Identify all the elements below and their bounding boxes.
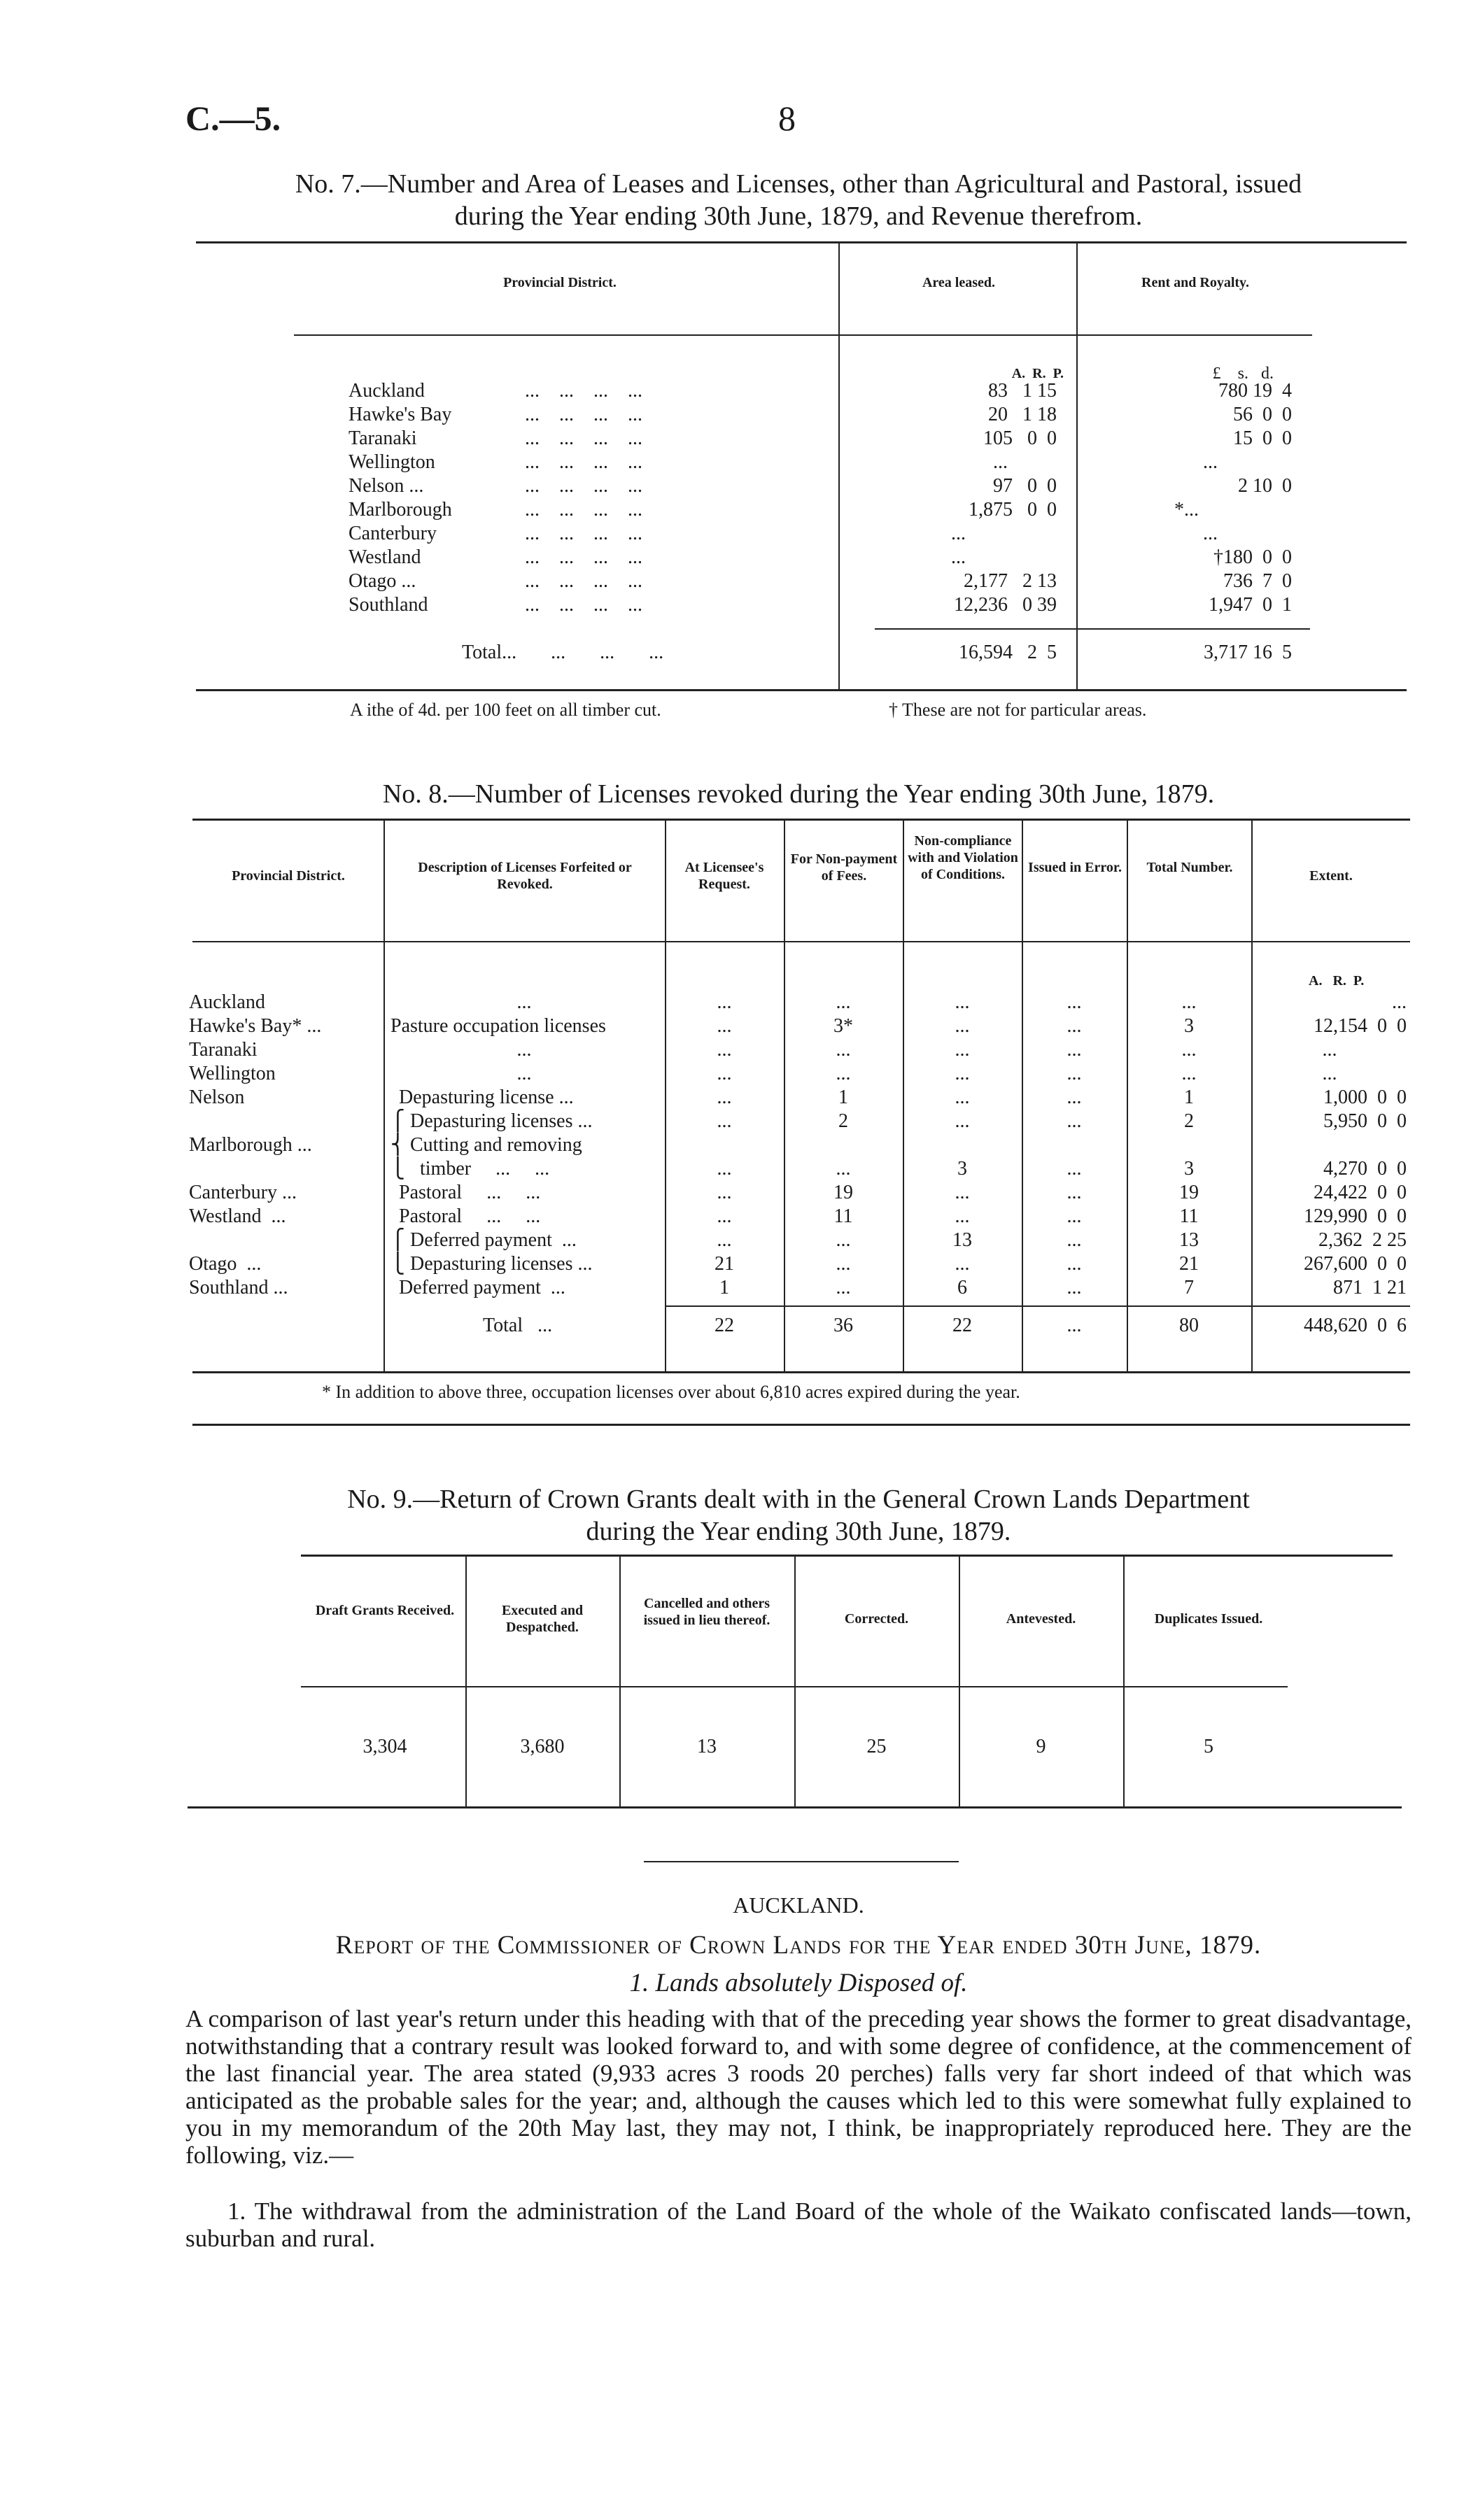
rent-value: 736 7 0 (1223, 570, 1292, 592)
rent-value: 1,947 0 1 (1209, 594, 1292, 616)
table8-end-rule (192, 1424, 1410, 1426)
table9-title-line1: No. 9.—Return of Crown Grants dealt with in the General Crown Lands Department (347, 1485, 1250, 1514)
district-name: Westland (349, 546, 421, 568)
leader-dots: ... ... ... ... (525, 499, 642, 521)
table9-header-rule (301, 1686, 1288, 1687)
table8-title: No. 8.—Number of Licenses revoked during the Year ending 30th June, 1879. (382, 779, 1215, 809)
report-paragraph-1: A comparison of last year's return under this heading with that of the preceding year shows the former to great disadvantage, notwithstanding that a contrary result was looked forward to, and with some degree of confidence, at the commencement of the last financial year. The area stated (9,933 acres 3 roods 20 perches) falls very far short indeed of that which was anticipated as the probable sales for the year; and, although the causes which led to this were somewhat fully explained to you in my memorandum of the 20th May last, they may not, I think, be inappropriately reproduced here. They are the following, viz.— (185, 2005, 1412, 2169)
description: ⎧ Deferred payment ... (390, 1229, 577, 1251)
rent-value: 56 0 0 (1233, 404, 1292, 425)
extent: 267,600 0 0 (1304, 1253, 1407, 1275)
rent-value: †180 0 0 (1213, 546, 1292, 568)
leader-dots: ... ... ... ... (525, 475, 642, 497)
non-compliance: ... (955, 1205, 970, 1227)
table8-header-noncompliance: Non-compliance with and Violation of Conditions. (908, 833, 1018, 882)
table7-divider-1 (838, 241, 840, 689)
total-number: 7 (1184, 1277, 1194, 1298)
non-compliance: ... (955, 1039, 970, 1061)
cancelled-value: 13 (697, 1736, 717, 1757)
district-name: Nelson (189, 1086, 245, 1108)
report-title: Report of the Commissioner of Crown Lands for the Year ended 30th June, 1879. (335, 1931, 1262, 1960)
at-request: ... (717, 1205, 732, 1227)
table9-divider (794, 1555, 796, 1806)
area-value: ... (951, 523, 966, 544)
table9-divider (959, 1555, 960, 1806)
table8-unit-extent: A. R. P. (1309, 973, 1365, 989)
non-compliance: ... (955, 1253, 970, 1275)
extent: ... (1392, 991, 1407, 1013)
non-payment: 19 (833, 1182, 853, 1203)
district-name: Southland ... (189, 1277, 288, 1298)
district-name: Canterbury ... (189, 1182, 297, 1203)
rent-value: *... (1174, 499, 1199, 521)
table7-header-rent: Rent and Royalty. (1141, 275, 1249, 290)
total-at-request: 22 (715, 1315, 734, 1336)
rent-value: ... (1203, 523, 1218, 544)
non-payment: 11 (833, 1205, 853, 1227)
extent: 5,950 0 0 (1323, 1110, 1407, 1132)
description: ⎨ Cutting and removing (390, 1134, 582, 1156)
non-compliance: ... (955, 991, 970, 1013)
area-value: 2,177 2 13 (964, 570, 1057, 592)
non-compliance: ... (955, 1086, 970, 1108)
area-value: 83 1 15 (988, 380, 1057, 402)
issued-in-error: ... (1067, 1063, 1082, 1084)
at-request: 1 (719, 1277, 729, 1298)
district-name: Auckland (349, 380, 425, 402)
at-request: ... (717, 1086, 732, 1108)
district-name: Wellington (349, 451, 435, 473)
total-number: ... (1181, 1039, 1197, 1061)
issued-in-error: ... (1067, 1253, 1082, 1275)
district-name: Auckland (189, 991, 265, 1013)
table8-header-district: Provincial District. (232, 868, 345, 884)
table7-total-label: Total... ... ... ... (462, 642, 664, 663)
rent-value: ... (1203, 451, 1218, 473)
table7-top-rule (196, 241, 1407, 243)
table9-header-corrected: Corrected. (844, 1611, 909, 1627)
total-number: 11 (1179, 1205, 1199, 1227)
district-name: Canterbury (349, 523, 437, 544)
extent: ... (1322, 1063, 1337, 1084)
table7-divider-2 (1076, 241, 1078, 689)
leader-dots: ... ... ... ... (525, 427, 642, 449)
issued-in-error: ... (1067, 1015, 1082, 1037)
page-number: 8 (778, 99, 796, 138)
extent: 871 1 21 (1333, 1277, 1407, 1298)
table9-top-rule (301, 1555, 1393, 1557)
at-request: ... (717, 1063, 732, 1084)
non-payment: ... (836, 1253, 851, 1275)
issued-in-error: ... (1067, 991, 1082, 1013)
table9-divider (619, 1555, 621, 1806)
description: Pasture occupation licenses (390, 1015, 606, 1037)
table9-header-duplicates: Duplicates Issued. (1154, 1611, 1263, 1627)
table8-divider (383, 819, 385, 1371)
leader-dots: ... ... ... ... (525, 594, 642, 616)
table9-header-draft: Draft Grants Received. (315, 1603, 455, 1618)
extent: 2,362 2 25 (1318, 1229, 1407, 1251)
leader-dots: ... ... ... ... (525, 451, 642, 473)
table7-bottom-rule (196, 689, 1407, 691)
at-request: ... (717, 1229, 732, 1251)
table8-header-rule (192, 941, 1410, 942)
total-number: 3 (1184, 1158, 1194, 1180)
table9-divider (1123, 1555, 1125, 1806)
at-request: ... (717, 1039, 732, 1061)
non-payment: ... (836, 991, 851, 1013)
area-value: ... (993, 451, 1008, 473)
non-payment: ... (836, 1277, 851, 1298)
non-compliance: 3 (957, 1158, 967, 1180)
district-name: Nelson ... (349, 475, 424, 497)
description: ⎩ Depasturing licenses ... (390, 1253, 593, 1275)
non-payment: 2 (838, 1110, 848, 1132)
table9-bottom-rule (188, 1806, 1402, 1808)
leader-dots: ... ... ... ... (525, 523, 642, 544)
total-number: 1 (1184, 1086, 1194, 1108)
table8-header-description: Description of Licenses Forfeited or Revoked. (418, 860, 632, 892)
table8-top-rule (192, 819, 1410, 821)
non-compliance: ... (955, 1182, 970, 1203)
table7-note-left: A ithe of 4d. per 100 feet on all timber cut. (350, 700, 661, 720)
table7-note-right: † These are not for particular areas. (889, 700, 1147, 720)
total-number: 3 (1184, 1015, 1194, 1037)
table7-unit-rent: £ s. d. (1212, 364, 1274, 383)
table8-footnote: * In addition to above three, occupation licenses over about 6,810 acres expired during the year. (322, 1382, 1020, 1402)
report-heading: AUCKLAND. (733, 1892, 864, 1918)
non-payment: ... (836, 1039, 851, 1061)
section-separator (644, 1861, 959, 1862)
district-name: Otago ... (189, 1253, 262, 1275)
area-value: 12,236 0 39 (954, 594, 1057, 616)
district-name: Otago ... (349, 570, 416, 592)
draft-grants-value: 3,304 (363, 1736, 407, 1757)
report-subtitle: 1. Lands absolutely Disposed of. (629, 1969, 968, 1997)
table7-subtotal-rule (875, 628, 1310, 630)
table8-subtotal-rule (665, 1305, 1410, 1307)
description: Pastoral ... ... (399, 1182, 541, 1203)
area-value: 105 0 0 (983, 427, 1057, 449)
at-request: ... (717, 1015, 732, 1037)
leader-dots: ... ... ... ... (525, 380, 642, 402)
area-value: 97 0 0 (993, 475, 1057, 497)
total-non-compliance: 22 (952, 1315, 972, 1336)
district-name: Hawke's Bay* ... (189, 1015, 322, 1037)
district-name: Marlborough (349, 499, 452, 521)
table7-header-area: Area leased. (922, 275, 996, 290)
total-label: Total ... (483, 1315, 553, 1336)
at-request: ... (717, 1182, 732, 1203)
table7-header-rule (294, 334, 1312, 336)
duplicates-value: 5 (1204, 1736, 1213, 1757)
total-number: 80 (1179, 1315, 1199, 1336)
extent: ... (1322, 1039, 1337, 1061)
table7-header-district: Provincial District. (503, 275, 617, 290)
description: ⎩ timber ... ... (390, 1158, 550, 1180)
rent-value: 15 0 0 (1233, 427, 1292, 449)
table7-total-area: 16,594 2 5 (959, 642, 1057, 663)
at-request: ... (717, 991, 732, 1013)
table9-header-cancelled: Cancelled and others issued in lieu thereof. (643, 1596, 770, 1628)
total-extent: 448,620 0 6 (1304, 1315, 1407, 1336)
description: ... (516, 1039, 532, 1061)
non-payment: 1 (838, 1086, 848, 1108)
at-request: 21 (715, 1253, 734, 1275)
district-name: Taranaki (189, 1039, 258, 1061)
non-compliance: 6 (957, 1277, 967, 1298)
total-number: 13 (1179, 1229, 1199, 1251)
extent: 12,154 0 0 (1314, 1015, 1407, 1037)
non-compliance: 13 (952, 1229, 972, 1251)
district-name: Southland (349, 594, 428, 616)
total-number: 19 (1179, 1182, 1199, 1203)
issued-in-error: ... (1067, 1205, 1082, 1227)
district-name: Westland ... (189, 1205, 286, 1227)
table7-title-line1: No. 7.—Number and Area of Leases and Licenses, other than Agricultural and Pastoral, issued (295, 169, 1302, 199)
description: ... (516, 1063, 532, 1084)
district-name: Marlborough ... (189, 1134, 312, 1156)
area-value: 1,875 0 0 (969, 499, 1057, 521)
issued-in-error: ... (1067, 1039, 1082, 1061)
total-issued-in-error: ... (1067, 1315, 1082, 1336)
extent: 24,422 0 0 (1314, 1182, 1407, 1203)
description: ⎧ Depasturing licenses ... (390, 1110, 593, 1132)
total-non-payment: 36 (833, 1315, 853, 1336)
extent: 129,990 0 0 (1304, 1205, 1407, 1227)
executed-value: 3,680 (520, 1736, 565, 1757)
at-request: ... (717, 1158, 732, 1180)
issued-in-error: ... (1067, 1182, 1082, 1203)
non-compliance: ... (955, 1110, 970, 1132)
description: Deferred payment ... (399, 1277, 565, 1298)
description: ... (516, 991, 532, 1013)
table9-header-antevested: Antevested. (1006, 1611, 1076, 1627)
issued-in-error: ... (1067, 1158, 1082, 1180)
table7-title-line2: during the Year ending 30th June, 1879, and Revenue therefrom. (454, 201, 1143, 231)
extent: 1,000 0 0 (1323, 1086, 1407, 1108)
at-request: ... (717, 1110, 732, 1132)
description: Pastoral ... ... (399, 1205, 541, 1227)
area-value: ... (951, 546, 966, 568)
description: Depasturing license ... (399, 1086, 574, 1108)
table8-header-error: Issued in Error. (1028, 860, 1122, 875)
non-payment: ... (836, 1158, 851, 1180)
corrected-value: 25 (866, 1736, 887, 1757)
issued-in-error: ... (1067, 1229, 1082, 1251)
district-name: Taranaki (349, 427, 417, 449)
table8-bottom-rule (192, 1371, 1410, 1373)
table7-total-rent: 3,717 16 5 (1204, 642, 1292, 663)
non-payment: 3* (833, 1015, 853, 1037)
issued-in-error: ... (1067, 1277, 1082, 1298)
table9-title-line2: during the Year ending 30th June, 1879. (586, 1517, 1011, 1546)
district-name: Wellington (189, 1063, 276, 1084)
leader-dots: ... ... ... ... (525, 570, 642, 592)
total-number: ... (1181, 1063, 1197, 1084)
leader-dots: ... ... ... ... (525, 404, 642, 425)
extent: 4,270 0 0 (1323, 1158, 1407, 1180)
leader-dots: ... ... ... ... (525, 546, 642, 568)
non-payment: ... (836, 1229, 851, 1251)
report-paragraph-2: 1. The withdrawal from the administration of the Land Board of the whole of the Waikato confiscated lands—town, suburban and rural. (185, 2197, 1412, 2252)
table7-unit-area: A. R. P. (1011, 366, 1064, 381)
issued-in-error: ... (1067, 1086, 1082, 1108)
table8-header-extent: Extent. (1309, 868, 1353, 884)
area-value: 20 1 18 (988, 404, 1057, 425)
table9-header-executed: Executed and Despatched. (501, 1603, 584, 1635)
table9-divider (465, 1555, 467, 1806)
non-compliance: ... (955, 1015, 970, 1037)
issued-in-error: ... (1067, 1110, 1082, 1132)
total-number: 21 (1179, 1253, 1199, 1275)
table8-header-request: At Licensee's Request. (684, 860, 764, 892)
antevested-value: 9 (1036, 1736, 1046, 1757)
non-payment: ... (836, 1063, 851, 1084)
total-number: ... (1181, 991, 1197, 1013)
total-number: 2 (1184, 1110, 1194, 1132)
document-code: C.—5. (185, 99, 281, 138)
table8-header-total: Total Number. (1146, 860, 1233, 875)
district-name: Hawke's Bay (349, 404, 452, 425)
rent-value: 2 10 0 (1238, 475, 1292, 497)
table8-header-fees: For Non-payment of Fees. (790, 851, 898, 884)
non-compliance: ... (955, 1063, 970, 1084)
rent-value: 780 19 4 (1218, 380, 1292, 402)
